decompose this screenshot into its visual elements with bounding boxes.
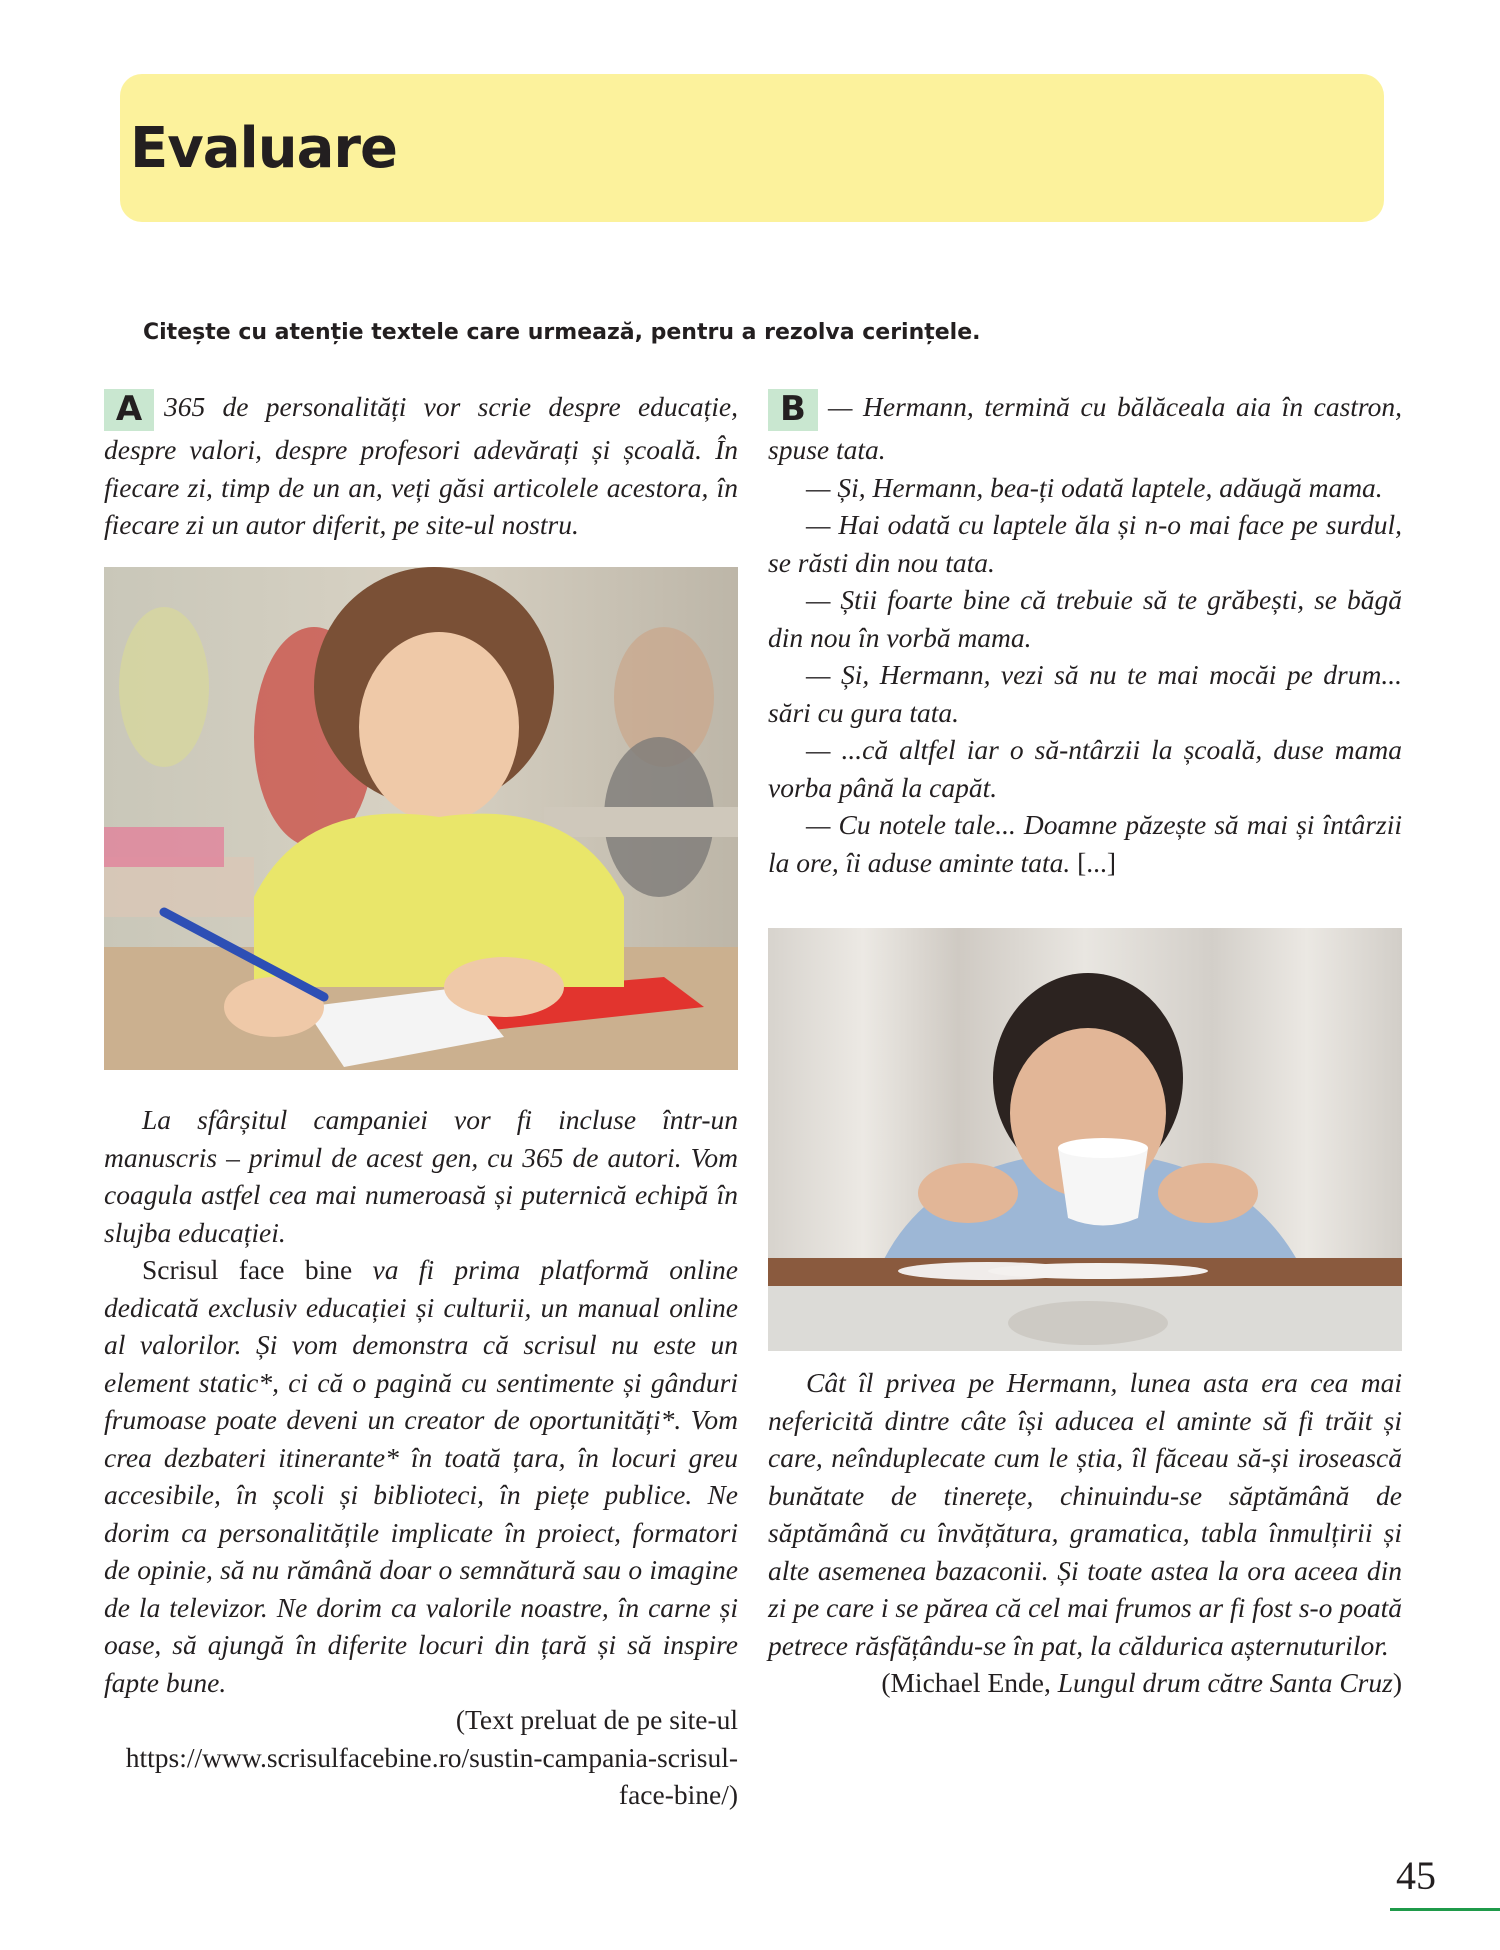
dialogue-line: — Hermann, termină cu bălăceala aia în castron, spuse tata.: [768, 391, 1402, 465]
text-a-paragraph-2-text: va fi prima platformă online dedicată exclusiv educației și culturii, un manual online al valorilor. Și vom demonstra că scrisul nu este un element static*, ci că o pagină cu sentimente și gânduri frumoase poate deveni un creator de oportunități*. Vom crea dezbateri itinerante* în toată țara, în locuri greu accesibile, în școli și biblioteci, în piețe publice. Ne dorim ca personalitățile implicate în proiect, formatori de opinie, să nu rămână doar o semnătură sau o imagine de la televizor. Ne dorim ca valorile noastre, în carne și oase, să ajungă în diferite locuri din țară și să inspire fapte bune.: [104, 1254, 738, 1698]
text-b-label: B: [768, 389, 818, 431]
text-a-site-name: Scrisul face bine: [142, 1254, 353, 1285]
omission-mark: [...]: [1070, 846, 1117, 878]
text-b-dialogue: [768, 388, 1402, 881]
dialogue-line: [768, 806, 1402, 881]
text-b-source-suffix: ): [1392, 1667, 1402, 1698]
text-a-body: [104, 1101, 738, 1814]
instruction-text: Citește cu atenție textele care urmează, pentru a rezolva cerințele.: [143, 320, 981, 345]
text-a-label: A: [104, 389, 154, 431]
text-b-source-title: Lungul drum către Santa Cruz: [1057, 1667, 1393, 1698]
boy-drinking-photo: [768, 928, 1402, 1351]
dialogue-last-line: — Cu notele tale... Doamne păzește să mai și întârzii la ore, îi aduse aminte tata.: [768, 809, 1402, 878]
text-a-source: (Text preluat de pe site-ul https://www.scrisulfacebine.ro/sustin-campania-scrisul-face-bine/): [125, 1704, 738, 1810]
title-banner: [120, 74, 1384, 222]
page-title: Evaluare: [130, 116, 397, 181]
text-b-source-prefix: (Michael Ende,: [881, 1667, 1058, 1698]
text-b-paragraph: Cât îl privea pe Hermann, lunea asta era cea mai nefericită dintre câte își aducea el aminte să fi trăit și care, neînduplecate cum le știa, îl făceau să-și irosească bunătate de tinerețe, chinuindu-se săptămână de săptămână cu învățătura, gramatica, tabla înmulțirii și alte asemenea bazaconii. Și toate astea la ora aceea din zi pe care i se părea că cel mai frumos ar fi fost s-o poată petrece răsfățându-se în pat, la căldurica așternuturilor.: [768, 1367, 1402, 1661]
text-a-intro: [104, 388, 738, 544]
text-b-source: [768, 1664, 1402, 1702]
text-a-paragraph-1: La sfârșitul campaniei vor fi incluse într-un manuscris – primul de acest gen, cu 365 de autori. Vom coagula astfel cea mai numeroasă și puternică echipă în slujba educației.: [104, 1104, 738, 1248]
text-a-paragraph-2: [104, 1251, 738, 1701]
dialogue-line: — Și, Hermann, vezi să nu te mai mocăi pe drum... sări cu gura tata.: [768, 659, 1402, 728]
dialogue-line: — ...că altfel iar o să-ntârzii la școală, duse mama vorba până la capăt.: [768, 734, 1402, 803]
dialogue-line: — Hai odată cu laptele ăla și n-o mai face pe surdul, se răsti din nou tata.: [768, 509, 1402, 578]
page-number-underline: [1390, 1908, 1500, 1911]
text-a-intro-text: 365 de personalități vor scrie despre educație, despre valori, despre profesori adevărați și școală. În fiecare zi, timp de un an, veți găsi articolele acestora, în fiecare zi un autor diferit, pe site-ul nostru.: [104, 391, 738, 540]
page-number: 45: [1396, 1853, 1436, 1898]
dialogue-line: — Știi foarte bine că trebuie să te grăbești, se băgă din nou în vorbă mama.: [768, 584, 1402, 653]
text-b-body: [768, 1364, 1402, 1702]
girl-writing-photo: [104, 567, 738, 1070]
dialogue-line: — Și, Hermann, bea-ți odată laptele, adăugă mama.: [806, 471, 1383, 503]
